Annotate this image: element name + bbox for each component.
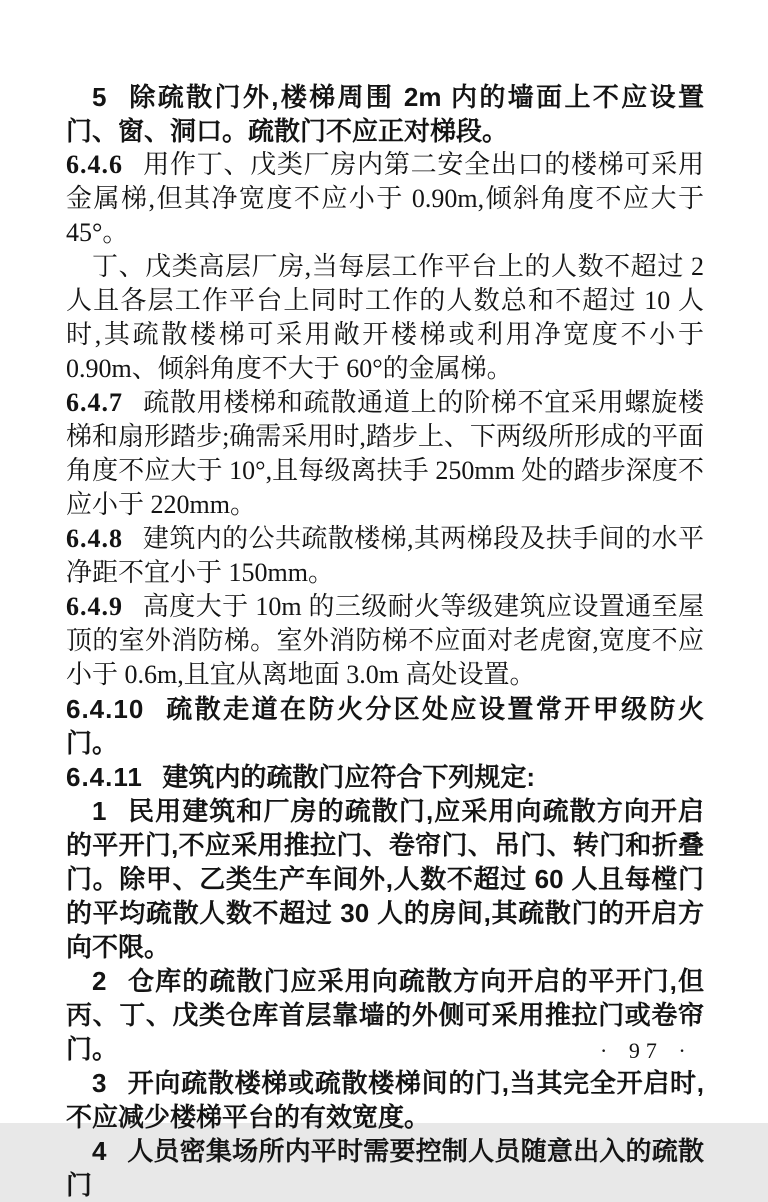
clause-6-4-7 [66, 386, 704, 522]
item-3-of-6-4-11 [66, 1066, 704, 1134]
clause-number: 6.4.7 [66, 388, 123, 417]
item-number: 1 [92, 796, 108, 826]
item-5-of-6-4-5 [66, 80, 704, 148]
clause-6-4-10 [66, 692, 704, 760]
paragraph-text: 用作丁、戊类厂房内第二安全出口的楼梯可采用金属梯,但其净宽度不应小于 0.90m,倾斜角度不应大于 45°。 [66, 150, 704, 247]
paragraph-text: 疏散用楼梯和疏散通道上的阶梯不宜采用螺旋楼梯和扇形踏步;确需采用时,踏步上、下两级所形成的平面角度不应大于 10°,且每级离扶手 250mm 处的踏步深度不应小于 220mm。 [66, 388, 704, 519]
clause-6-4-6 [66, 148, 704, 250]
item-number: 2 [92, 966, 108, 996]
clause-number: 6.4.11 [66, 762, 143, 792]
item-4-of-6-4-11 [66, 1134, 704, 1202]
item-number: 3 [92, 1068, 108, 1098]
paragraph-text: 疏散走道在防火分区处应设置常开甲级防火门。 [66, 694, 704, 758]
paragraph-text: 仓库的疏散门应采用向疏散方向开启的平开门,但丙、丁、戊类仓库首层靠墙的外侧可采用推拉门或卷帘门。 [66, 966, 704, 1064]
clause-number: 6.4.8 [66, 524, 123, 553]
clause-6-4-6-continuation [66, 250, 704, 386]
clause-6-4-8 [66, 522, 704, 590]
clause-6-4-11 [66, 760, 704, 794]
item-number: 5 [92, 82, 108, 112]
paragraph-text: 丁、戊类高层厂房,当每层工作平台上的人数不超过 2 人且各层工作平台上同时工作的人数总和不超过 10 人时,其疏散楼梯可采用敞开楼梯或利用净宽度不小于 0.90m、倾斜角度不大于 60°的金属梯。 [66, 252, 704, 383]
clause-number: 6.4.10 [66, 694, 145, 724]
paragraph-text: 建筑内的疏散门应符合下列规定: [162, 762, 536, 792]
page-number: · 97 · [600, 1038, 692, 1063]
clause-number: 6.4.9 [66, 592, 123, 621]
document-body [66, 80, 704, 1202]
paragraph-text: 人员密集场所内平时需要控制人员随意出入的疏散门 [66, 1136, 704, 1200]
clause-number: 6.4.6 [66, 150, 123, 179]
item-1-of-6-4-11 [66, 794, 704, 964]
paragraph-text: 除疏散门外,楼梯周围 2m 内的墙面上不应设置门、窗、洞口。疏散门不应正对梯段。 [66, 82, 704, 146]
paragraph-text: 高度大于 10m 的三级耐火等级建筑应设置通至屋顶的室外消防梯。室外消防梯不应面对老虎窗,宽度不应小于 0.6m,且宜从离地面 3.0m 高处设置。 [66, 592, 704, 689]
paragraph-text: 民用建筑和厂房的疏散门,应采用向疏散方向开启的平开门,不应采用推拉门、卷帘门、吊门、转门和折叠门。除甲、乙类生产车间外,人数不超过 60 人且每樘门的平均疏散人数不超过 30 人的房间,其疏散门的开启方向不限。 [66, 796, 704, 962]
item-number: 4 [92, 1136, 108, 1166]
clause-6-4-9 [66, 590, 704, 692]
paragraph-text: 建筑内的公共疏散楼梯,其两梯段及扶手间的水平净距不宜小于 150mm。 [66, 524, 704, 587]
paragraph-text: 开向疏散楼梯或疏散楼梯间的门,当其完全开启时,不应减少楼梯平台的有效宽度。 [66, 1068, 704, 1132]
